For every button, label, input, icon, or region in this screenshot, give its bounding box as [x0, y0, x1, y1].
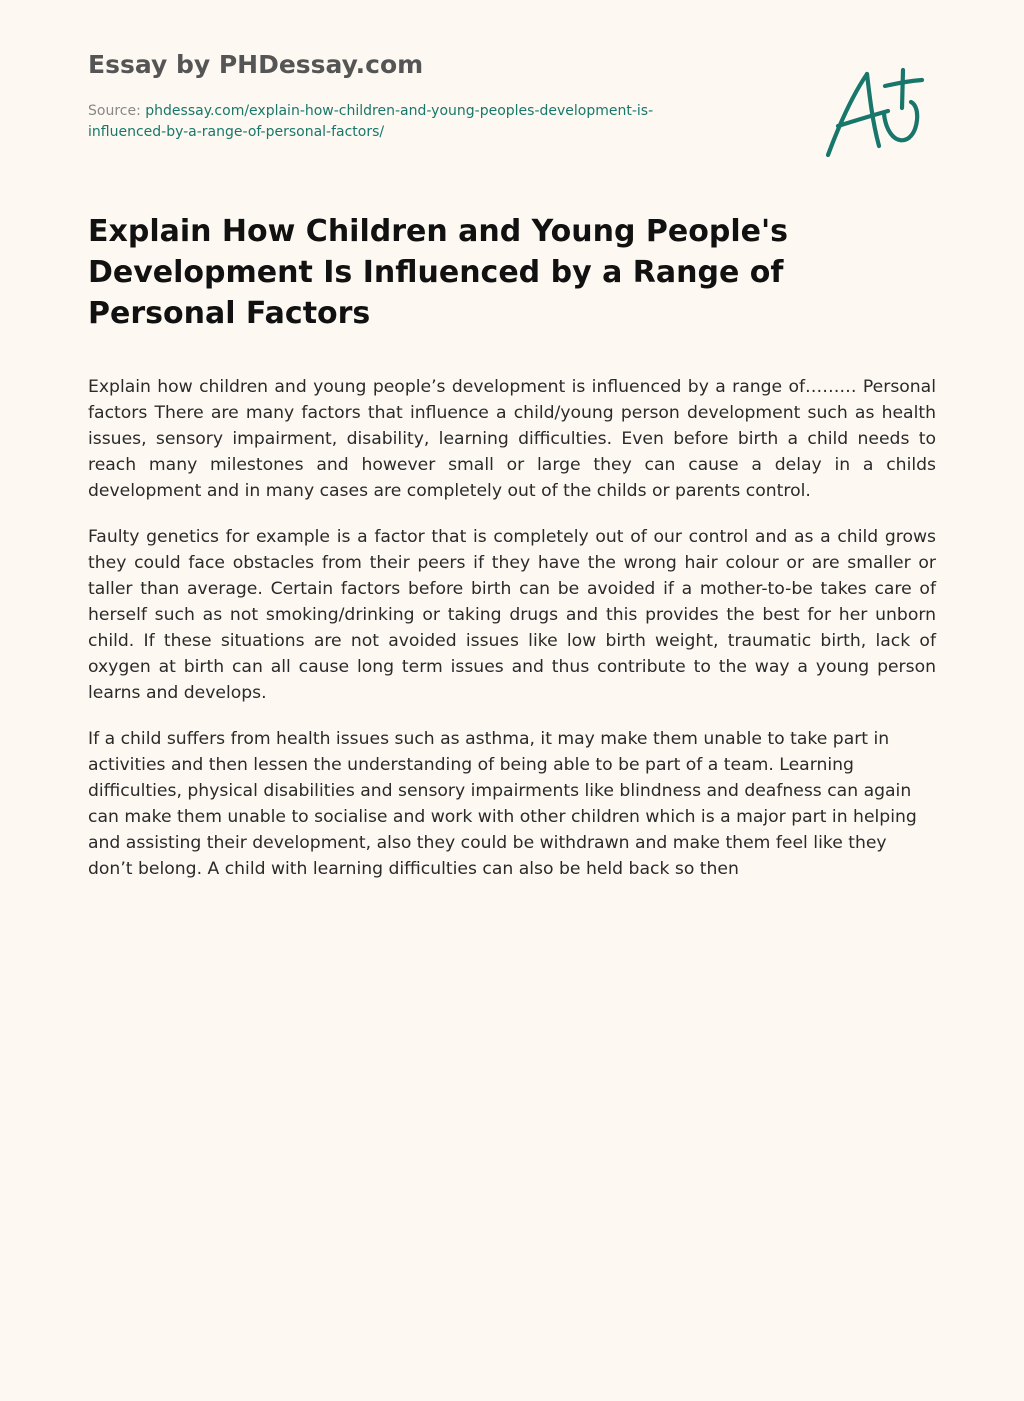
essay-title: Explain How Children and Young People's Development Is Influenced by a Range of Personal Factors — [88, 214, 788, 331]
a-plus-logo-icon — [818, 64, 930, 160]
essay-paragraph: Explain how children and young people’s development is influenced by a range of……… Personal factors There are many factors that influence a child/young person development such as health issues, sensory impairment, disability, learning difficulties. Even before birth a child needs to reach many milestones and however small or large they can cause a delay in a childs development and in many cases are completely out of the childs or parents control. — [88, 377, 936, 501]
source-line — [88, 101, 728, 143]
site-brand: Essay by PHDessay.com — [88, 50, 424, 79]
essay-body — [88, 374, 936, 902]
essay-paragraph: If a child suffers from health issues such as asthma, it may make them unable to take part in activities and then lessen the understanding of being able to be part of a team. Learning difficulties, physical disabilities and sensory impairments like blindness and deafness can again can make them unable to socialise and work with other children which is a major part in helping and assisting their development, also they could be withdrawn and make them feel like they don’t belong. A child with learning difficulties can also be held back so then — [88, 729, 917, 879]
source-link[interactable]: phdessay.com/explain-how-children-and-young-peoples-development-is-influenced-by-a-range-of-personal-factors/ — [88, 103, 654, 140]
source-label: Source: — [88, 103, 146, 119]
essay-paragraph: Faulty genetics for example is a factor that is completely out of our control and as a child grows they could face obstacles from their peers if they have the wrong hair colour or are smaller or taller than average. Certain factors before birth can be avoided if a mother-to-be takes care of herself such as not smoking/drinking or taking drugs and this provides the best for her unborn child. If these situations are not avoided issues like low birth weight, traumatic birth, lack of oxygen at birth can all cause long term issues and thus contribute to the way a young person learns and develops. — [88, 527, 936, 703]
